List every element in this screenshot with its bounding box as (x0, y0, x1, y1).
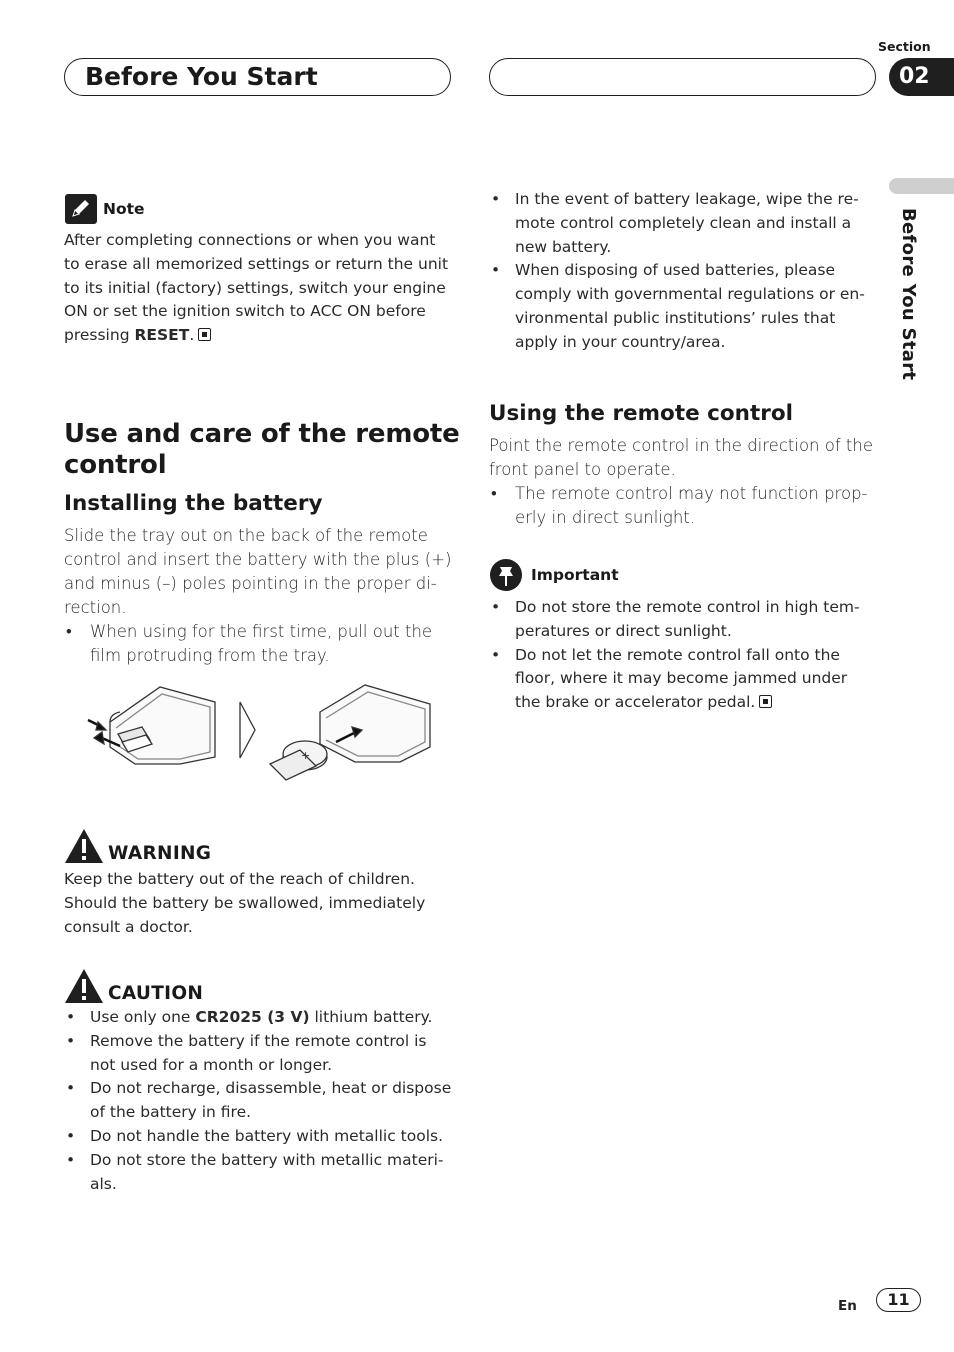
side-tab-label: Before You Start (898, 208, 919, 381)
important-bullet-list (489, 596, 877, 715)
list-item: • Do not store the battery with metallic materi-als. (64, 1149, 456, 1197)
list-item: • Use only one CR2025 (3 V) lithium battery. (64, 1006, 456, 1030)
caution-title: CAUTION (108, 983, 204, 1004)
battery-illustration (80, 682, 440, 792)
list-item: • Do not handle the battery with metallic tools. (64, 1125, 456, 1149)
using-paragraph: Point the remote control in the direction of the front panel to operate. (489, 436, 873, 479)
caution-bullet-list (64, 1006, 456, 1196)
note-title: Note (103, 200, 145, 218)
important-title: Important (531, 566, 619, 584)
page-header-title: Before You Start (85, 62, 318, 91)
list-item: • When using for the first time, pull out the film protruding from the tray. (64, 620, 454, 668)
list-item: • In the event of battery leakage, wipe the re-mote control completely clean and install a new battery. (489, 188, 869, 259)
language-code: En (838, 1298, 857, 1314)
warning-text: Keep the battery out of the reach of children. Should the battery be swallowed, immediately consult a doctor. (64, 870, 426, 936)
list-item: • Do not store the remote control in high tem-peratures or direct sunlight. (489, 596, 877, 644)
using-heading: Using the remote control (489, 401, 794, 426)
section-number-badge: 02 (889, 58, 954, 96)
installing-paragraph: Slide the tray out on the back of the remote control and insert the battery with the plus (+) and minus (–) poles pointing in the proper di-rection. (64, 526, 452, 617)
warning-title: WARNING (108, 843, 212, 864)
end-mark-icon (198, 328, 211, 341)
side-tab-marker (889, 178, 954, 194)
list-item: • When disposing of used batteries, please comply with governmental regulations or en-vironmental public institutions’ rules that apply in your country/area. (489, 259, 869, 354)
warning-triangle-icon (64, 828, 104, 864)
warning-block (64, 828, 454, 939)
important-pin-icon (489, 558, 525, 592)
remote-left-drawing (88, 687, 215, 764)
battery-handling-bullet-list (489, 188, 869, 355)
step-arrow (240, 702, 255, 758)
main-heading: Use and care of the remote control (64, 419, 460, 480)
header-empty-frame (489, 58, 876, 96)
list-item: • The remote control may not function prop-erly in direct sunlight. (489, 482, 874, 530)
caution-triangle-icon (64, 968, 104, 1004)
remote-right-drawing (270, 685, 430, 780)
battery-plus-mark: + (301, 749, 311, 762)
installing-bullet-list (64, 620, 454, 668)
section-label: Section (878, 39, 931, 54)
page-number: 11 (876, 1288, 921, 1312)
important-block (489, 558, 879, 715)
pencil-icon (64, 193, 98, 225)
header-title-frame (64, 58, 451, 96)
note-block (64, 193, 454, 348)
list-item: • Do not let the remote control fall onto the floor, where it may become jammed under the brake or accelerator pedal. (489, 644, 877, 715)
using-bullet-list (489, 482, 874, 530)
list-item: • Remove the battery if the remote control is not used for a month or longer. (64, 1030, 456, 1078)
list-item: • Do not recharge, disassemble, heat or dispose of the battery in fire. (64, 1077, 456, 1125)
note-text: After completing connections or when you want to erase all memorized settings or return the unit to its initial (factory) settings, switch your engine ON or set the ignition switch to ACC ON before pressing RESET. (64, 231, 449, 345)
caution-block (64, 968, 464, 1196)
end-mark-icon (759, 695, 772, 708)
installing-heading: Installing the battery (64, 491, 323, 516)
